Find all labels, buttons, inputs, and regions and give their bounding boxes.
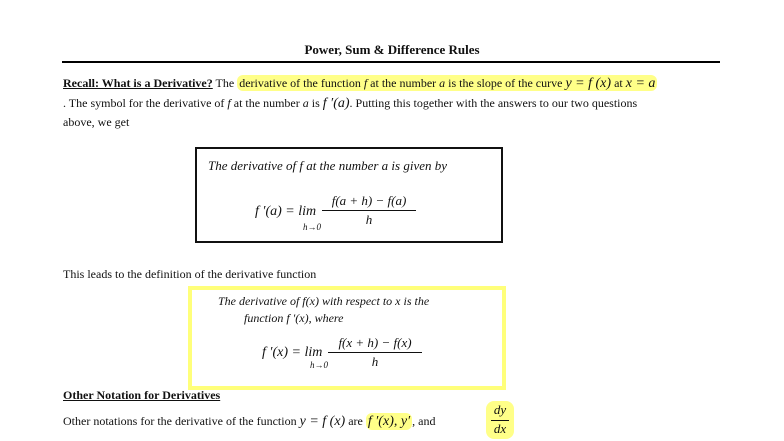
- box1-fraction-bar: [322, 210, 416, 211]
- at-equation: x = a: [625, 76, 656, 91]
- page-title: Power, Sum & Difference Rules: [304, 42, 480, 57]
- recall-at: at: [611, 76, 626, 90]
- recall-line-1: [63, 76, 657, 92]
- box1-numerator: f(a + h) − f(a): [331, 193, 407, 208]
- recall-line-2: [63, 96, 637, 112]
- box1-limit-sub: h→0: [303, 222, 321, 232]
- notation-and: , and: [412, 414, 436, 428]
- notation-heading: Other Notation for Derivatives: [63, 388, 221, 402]
- recall-a: a: [439, 76, 446, 90]
- box1-lhs: f ′(a) = lim: [255, 204, 317, 219]
- box2-fraction-bar: [328, 352, 422, 353]
- line2-c: is: [308, 96, 323, 110]
- box1-caption: The derivative of f at the number a is given by: [208, 158, 448, 173]
- curve-equation: y = f (x): [565, 76, 612, 91]
- notation-are: are: [345, 414, 366, 428]
- title-rule: [62, 61, 720, 63]
- dx-denominator: dx: [493, 421, 507, 436]
- notation-text-pre: Other notations for the derivative of the function: [63, 414, 300, 428]
- recall-line-3: above, we get: [63, 115, 130, 129]
- dy-dx-notation: [486, 401, 514, 439]
- box2-caption-2: function f ′(x), where: [244, 311, 344, 325]
- notation-line: [63, 414, 435, 430]
- box2-caption-1: The derivative of f(x) with respect to x is the: [218, 294, 430, 308]
- dy-numerator: dy: [493, 402, 507, 417]
- fprime-a: f ′(a): [322, 96, 350, 111]
- recall-label: Recall: What is a Derivative?: [63, 76, 213, 90]
- line2-b: at the number: [230, 96, 303, 110]
- box1-denominator: h: [365, 212, 373, 227]
- recall-hl-c: is the slope of the curve: [445, 76, 566, 90]
- line2-f: f: [227, 96, 231, 110]
- box2-denominator: h: [371, 354, 379, 369]
- box2-numerator: f(x + h) − f(x): [338, 335, 412, 350]
- line2-a-var: a: [302, 96, 309, 110]
- box2-lhs: f ′(x) = lim: [262, 345, 323, 360]
- recall-text-pre: The: [212, 76, 238, 90]
- intro-line: This leads to the definition of the derivative function: [63, 267, 317, 281]
- line2-a: . The symbol for the derivative of: [63, 96, 228, 110]
- box2-limit-sub: h→0: [310, 360, 328, 370]
- recall-f: f: [363, 76, 368, 90]
- notation-fprime-yprime: f ′(x), y′: [367, 414, 411, 429]
- recall-highlight: [237, 75, 657, 91]
- recall-hl-a: derivative of the function: [239, 76, 364, 90]
- line2-d: . Putting this together with the answers to our two questions: [349, 96, 638, 110]
- recall-hl-b: at the number: [367, 76, 440, 90]
- notation-equation: y = f (x): [299, 414, 346, 429]
